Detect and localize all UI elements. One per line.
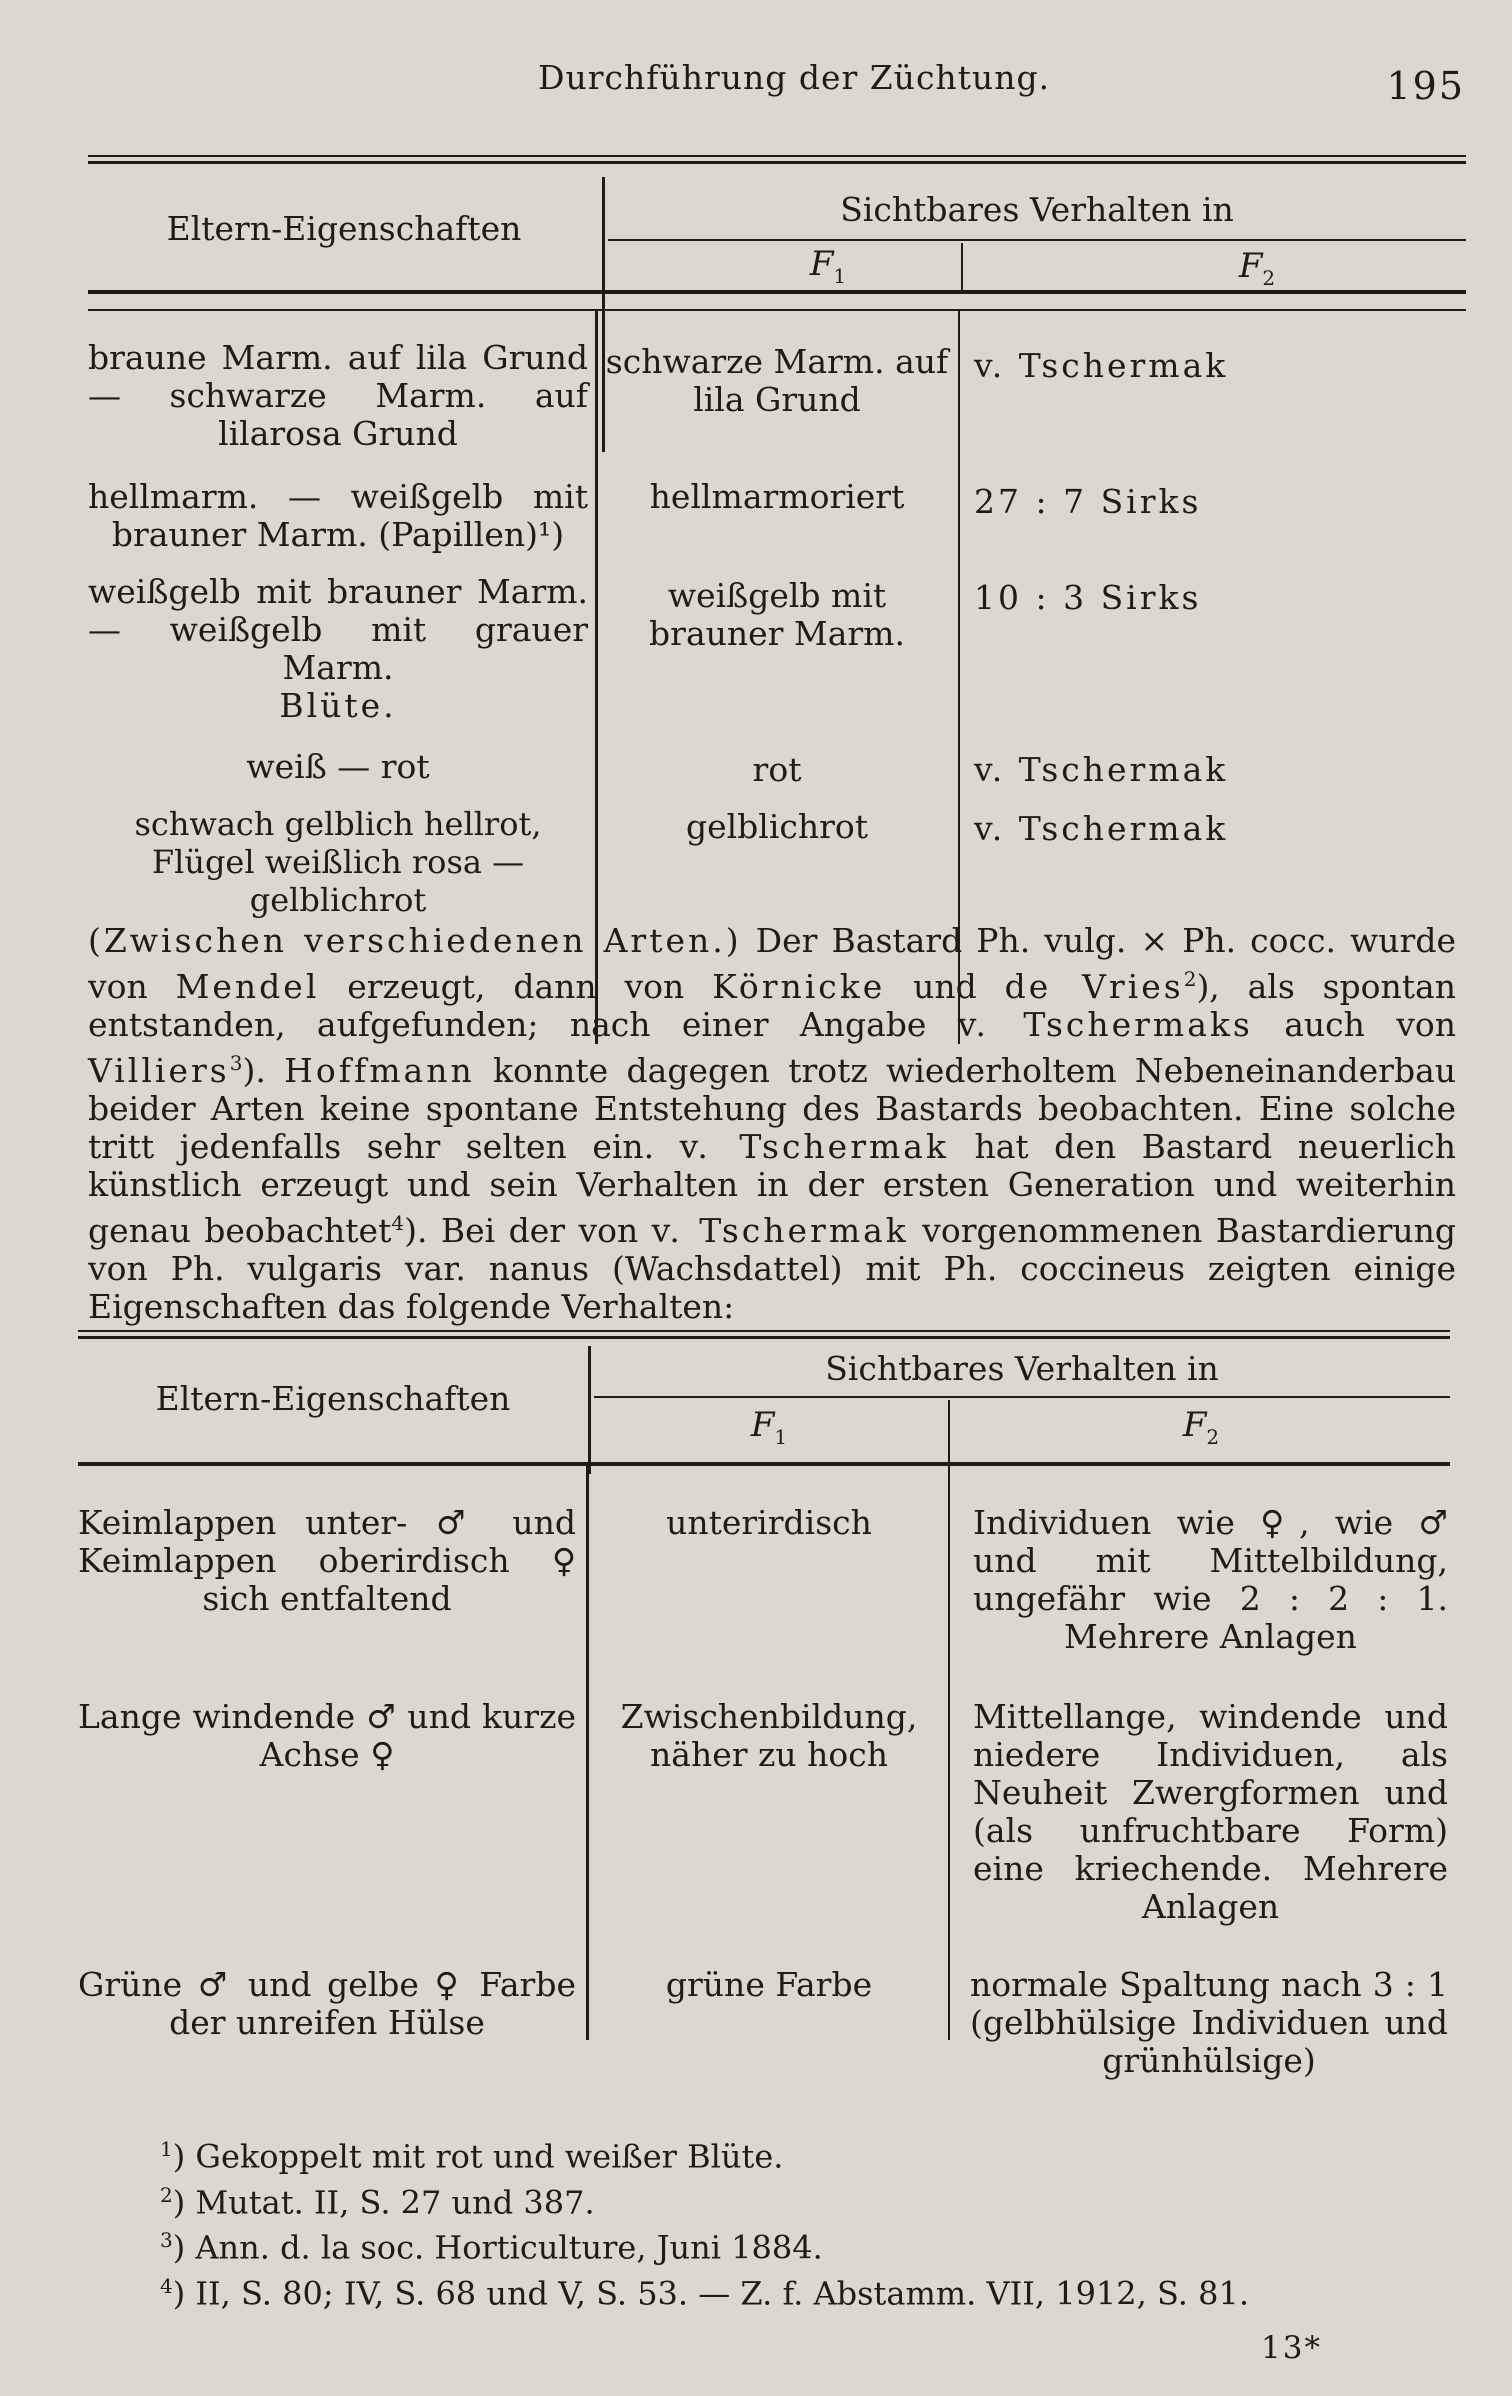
table-2-header-f1: $F_1$ bbox=[750, 1405, 788, 1449]
table-1-header-parent: Eltern-Eigenschaften bbox=[166, 209, 522, 248]
table-1-row-2-f1: hellmarmoriert bbox=[649, 477, 905, 516]
name-tschermak-2: v. Tschermak bbox=[651, 1211, 909, 1250]
table-2-row-3-parent: Grüne ♂ und gelbe ♀ Farbe der unreifen Hülse bbox=[78, 1965, 576, 2042]
table-1-row-3-f2: 10 : 3 Sirks bbox=[974, 578, 1202, 617]
table-1 bbox=[88, 155, 1466, 919]
table-1-section-bluete: Blüte. bbox=[279, 686, 397, 725]
table-2-header-parent: Eltern-Eigenschaften bbox=[155, 1379, 511, 1418]
table-2-row-1-f2: Individuen wie ♀, wie ♂ und mit Mittelbildung, ungefähr wie 2 : 2 : 1. Mehrere Anlagen bbox=[973, 1503, 1448, 1656]
table-2-row-3-f2: normale Spaltung nach 3 : 1 (gelbhülsige Individuen und grünhülsige) bbox=[970, 1965, 1448, 2080]
name-tschermak-1: v. Tschermak bbox=[679, 1127, 949, 1166]
table-2-row-1-f1: unterirdisch bbox=[666, 1503, 872, 1542]
body-paragraph: (Zwischen verschiedenen Arten.) Der Bastard Ph. vulg. × Ph. cocc. wurde von Mendel erzeugt, dann von Körnicke und de Vries$^2$), als spontan entstanden, aufgefunden; nach einer Angabe v. Tschermaks auch von Villiers$^3$). Hoffmann konnte dagegen trotz wiederholtem Nebeneinanderbau beider Arten keine spontane Entstehung des Bastards beobachten. Eine solche tritt jedenfalls sehr selten ein. v. Tschermak hat den Bastard neuerlich künstlich erzeugt und sein Verhalten in der ersten Generation und weiterhin genau beobachtet$^4$). Bei der von v. Tschermak vorgenommenen Bastardierung von Ph. vulgaris var. nanus (Wachsdattel) mit Ph. coccineus zeigten einige Eigenschaften das folgende Verhalten: bbox=[88, 921, 1456, 1326]
table-1-row-1-f2: v. Tschermak bbox=[974, 346, 1229, 385]
name-villiers: Villiers bbox=[88, 1051, 230, 1090]
table-1-header-visible: Sichtbares Verhalten in bbox=[840, 190, 1234, 229]
signature-mark: 13* bbox=[1261, 2330, 1322, 2366]
table-1-row-5-f1: rot bbox=[752, 750, 802, 789]
table-1-row-3-f1: weißgelb mit brauner Marm. bbox=[649, 576, 905, 653]
table-1-row-5-parent: weiß — rot bbox=[246, 747, 430, 786]
table-1-row-3-parent: weißgelb mit brauner Marm. — weißgelb mit grauer Marm. bbox=[88, 572, 588, 687]
table-1-header-f1: $F_1$ bbox=[809, 244, 847, 288]
table-1-row-2-f2: 27 : 7 Sirks bbox=[974, 482, 1202, 521]
footnote-3: $^3$) Ann. d. la soc. Horticulture, Juni 1884. bbox=[160, 2228, 823, 2267]
name-devries: de Vries bbox=[1004, 967, 1184, 1006]
running-title: Durchführung der Züchtung. bbox=[538, 58, 1051, 97]
table-2 bbox=[78, 1330, 1450, 2090]
page-number: 195 bbox=[1386, 64, 1465, 108]
table-1-row-1-f1: schwarze Marm. auf lila Grund bbox=[605, 342, 949, 419]
table-1-row-6-f1: gelblichrot bbox=[685, 807, 869, 846]
table-1-row-1-parent: braune Marm. auf lila Grund — schwarze Marm. auf lilarosa Grund bbox=[88, 338, 588, 453]
table-2-row-2-f1: Zwischenbildung, näher zu hoch bbox=[620, 1697, 918, 1774]
table-2-row-1-parent: Keimlappen unter- ♂ und Keimlappen oberirdisch ♀ sich entfaltend bbox=[78, 1503, 576, 1618]
running-header bbox=[0, 58, 1512, 108]
table-2-row-2-f2: Mittellange, windende und niedere Individuen, als Neuheit Zwergformen und (als unfruchtbare Form) eine kriechende. Mehrere Anlagen bbox=[973, 1697, 1448, 1926]
table-1-header-f2: $F_2$ bbox=[1238, 246, 1276, 290]
name-mendel: Mendel bbox=[175, 967, 320, 1006]
table-1-row-5-f2: v. Tschermak bbox=[974, 750, 1229, 789]
table-2-row-2-parent: Lange windende ♂ und kurze Achse ♀ bbox=[78, 1697, 576, 1774]
footnote-1: $^1$) Gekoppelt mit rot und weißer Blüte. bbox=[160, 2137, 784, 2176]
footnote-2: $^2$) Mutat. II, S. 27 und 387. bbox=[160, 2182, 595, 2222]
footnotes bbox=[160, 2130, 1480, 2313]
paragraph-lead: (Zwischen verschiedenen Arten.) bbox=[88, 921, 742, 960]
footnote-4: $^4$) II, S. 80; IV, S. 68 und V, S. 53. — Z. f. Abstamm. VII, 1912, S. 81. bbox=[160, 2273, 1249, 2313]
table-2-row-3-f1: grüne Farbe bbox=[665, 1965, 873, 2004]
table-1-row-6-parent: schwach gelblich hellrot, Flügel weißlich rosa — gelblichrot bbox=[134, 805, 542, 919]
table-1-row-6-f2: v. Tschermak bbox=[974, 809, 1229, 848]
name-tschermaks: v. Tschermaks bbox=[957, 1005, 1253, 1044]
name-koernicke: Körnicke bbox=[712, 967, 886, 1006]
table-2-header-f2: $F_2$ bbox=[1182, 1405, 1220, 1449]
table-1-row-2-parent: hellmarm. — weißgelb mit brauner Marm. (Papillen)¹) bbox=[88, 477, 588, 554]
table-2-header-visible: Sichtbares Verhalten in bbox=[825, 1349, 1219, 1388]
name-hoffmann: Hoffmann bbox=[284, 1051, 475, 1090]
